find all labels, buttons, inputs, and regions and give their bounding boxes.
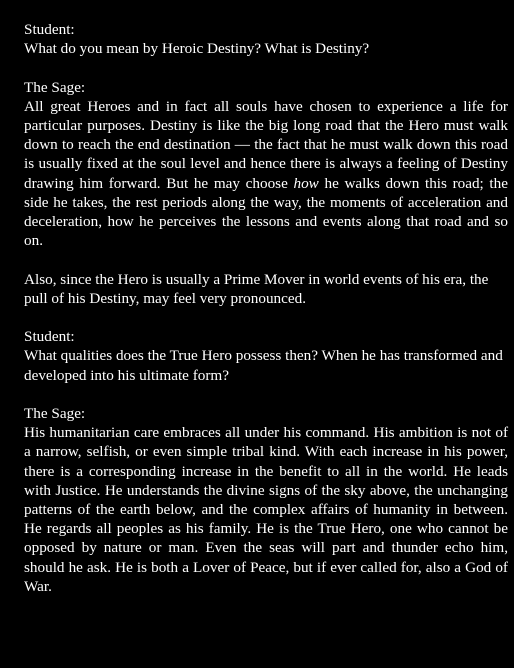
question-text: What do you mean by Heroic Destiny? What is Destiny?	[24, 40, 370, 58]
answer-text-part: All great Heroes and in fact all souls have chosen to experience a life for particular purposes. Destiny is like the big long road that the Hero must walk down to reach the end destination — the fact that he must walk down this road is usually fixed at the soul level and hence there is always a feeling of Destiny drawing him forward. But he may choose	[24, 97, 508, 192]
dialogue-block-sage-1	[24, 78, 508, 251]
dialogue-block-sage-2	[24, 404, 508, 596]
dialogue-block-sage-1-continued	[24, 270, 508, 308]
dialogue-block-student-1	[24, 20, 508, 58]
answer-paragraph: Also, since the Hero is usually a Prime Mover in world events of his era, the pull of his Destiny, may feel very pronounced.	[24, 270, 489, 307]
answer-paragraph: His humanitarian care embraces all under his command. His ambition is not of a narrow, selfish, or even simple tribal kind. With each increase in his power, there is a corresponding increase in the benefit to all in the world. He leads with Justice. He understands the divine signs of the sky above, the unchanging patterns of the earth below, and the complex affairs of humanity in between. He regards all peoples as his family. He is the True Hero, one who cannot be opposed by nature or man. Even the seas will part and thunder echo him, should he ask. He is both a Lover of Peace, but if ever called for, also a God of War.	[24, 424, 508, 595]
speaker-label: Student:	[24, 21, 75, 38]
speaker-label: The Sage:	[24, 405, 86, 422]
speaker-label: Student:	[24, 328, 75, 346]
speaker-label: The Sage:	[24, 78, 86, 96]
document-page	[24, 20, 508, 615]
answer-paragraph	[24, 97, 508, 251]
answer-text-part: he walks down this road; the side he takes, the rest periods along the way, the moments of acceleration and deceleration, how he perceives the lessons and events along that road and so on.	[24, 174, 508, 250]
emphasized-word: how	[293, 174, 319, 192]
dialogue-block-student-2	[24, 327, 508, 385]
question-text: What qualities does the True Hero possess then? When he has transformed and developed into his ultimate form?	[24, 347, 503, 384]
